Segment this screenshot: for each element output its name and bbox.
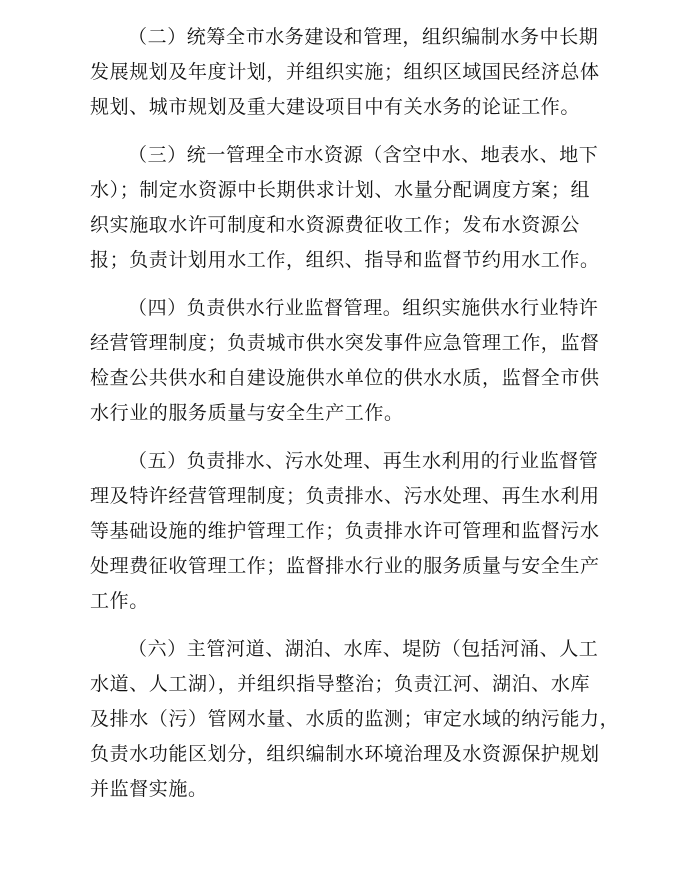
paragraph-2: [90, 20, 622, 125]
paragraph-line: 检查公共供水和自建设施供水单位的供水水质，监督全市供: [90, 367, 600, 389]
paragraph-line: 规划、城市规划及重大建设项目中有关水务的论证工作。: [90, 96, 581, 118]
paragraph-line: （二）统筹全市水务建设和管理，组织编制水务中长期: [128, 26, 599, 48]
paragraph-line: 经营管理制度；负责城市供水突发事件应急管理工作，监督: [90, 332, 600, 354]
paragraph-line: （五）负责排水、污水处理、再生水利用的行业监督管: [128, 450, 599, 472]
paragraph-line: （四）负责供水行业监督管理。组织实施供水行业特许: [128, 297, 599, 319]
paragraph-4: [90, 291, 622, 431]
paragraph-line: 等基础设施的维护管理工作；负责排水许可管理和监督污水: [90, 520, 600, 542]
paragraph-line: 并监督实施。: [90, 778, 208, 800]
paragraph-line: 水行业的服务质量与安全生产工作。: [90, 402, 404, 424]
paragraph-line: 发展规划及年度计划，并组织实施；组织区域国民经济总体: [90, 61, 600, 83]
paragraph-3: [90, 138, 622, 278]
paragraph-line: 理及特许经营管理制度；负责排水、污水处理、再生水利用: [90, 485, 600, 507]
paragraph-line: 水道、人工湖），并组织指导整治；负责江河、湖泊、水库: [90, 673, 591, 695]
paragraph-line: （六）主管河道、湖泊、水库、堤防（包括河涌、人工: [128, 638, 599, 660]
paragraph-line: 负责水功能区划分，组织编制水环境治理及水资源保护规划: [90, 743, 600, 765]
paragraph-line: 水）；制定水资源中长期供求计划、水量分配调度方案；组: [90, 179, 591, 201]
paragraph-line: 及排水（污）管网水量、水质的监测；审定水域的纳污能力，: [90, 708, 620, 730]
paragraph-6: [90, 632, 622, 807]
paragraph-5: [90, 444, 622, 619]
paragraph-line: 处理费征收管理工作；监督排水行业的服务质量与安全生产: [90, 555, 600, 577]
paragraph-line: 报；负责计划用水工作，组织、指导和监督节约用水工作。: [90, 249, 600, 271]
paragraph-line: 工作。: [90, 590, 149, 612]
paragraph-line: （三）统一管理全市水资源（含空中水、地表水、地下: [128, 144, 599, 166]
paragraph-line: 织实施取水许可制度和水资源费征收工作；发布水资源公: [90, 214, 581, 236]
